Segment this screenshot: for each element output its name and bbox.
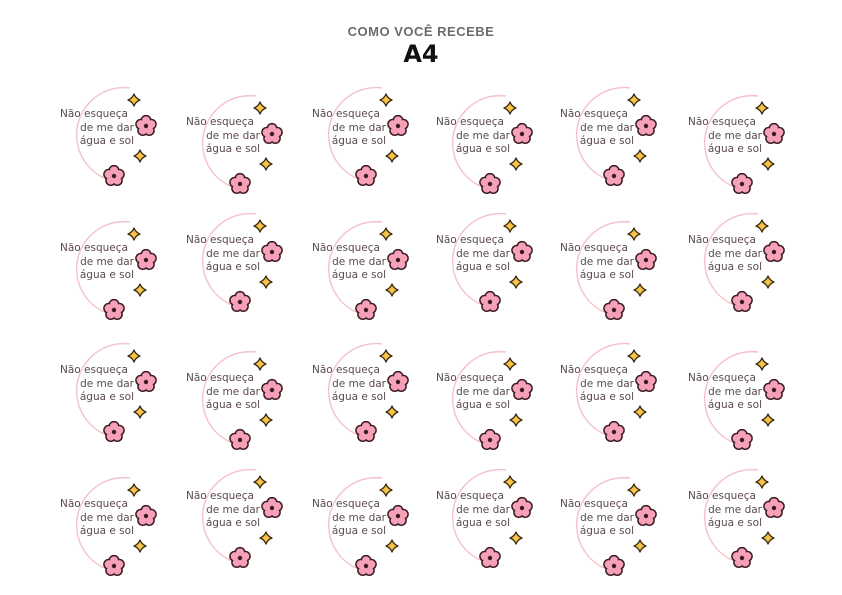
sparkle-icon [628,94,640,106]
message-line: água e sol [331,391,386,403]
sticker-message [186,490,260,531]
message-line: de me dar [332,121,386,134]
sparkle-icon [510,158,522,170]
message-line: água e sol [455,517,510,529]
flower-icon [136,116,156,136]
sticker-message [312,242,386,283]
sticker [182,340,294,452]
sparkle-icon [504,220,516,232]
flower-icon [512,380,532,400]
message-line: água e sol [579,391,634,403]
sparkle-icon [762,158,774,170]
message-line: de me dar [80,255,134,268]
sparkle-icon [134,540,146,552]
sparkle-icon [504,476,516,488]
sparkle-icon [380,350,392,362]
sparkle-icon [510,414,522,426]
sticker [56,466,168,578]
message-line: de me dar [206,247,260,260]
sparkle-icon [254,358,266,370]
message-line: água e sol [455,399,510,411]
message-line: água e sol [455,261,510,273]
flower-icon [104,556,124,576]
message-line: Não esqueça [560,498,628,510]
flower-icon [262,498,282,518]
sticker [308,340,420,452]
flower-icon [480,174,500,194]
flower-icon [230,174,250,194]
sticker-message [560,108,634,149]
flower-icon [512,242,532,262]
flower-icon [480,430,500,450]
message-line: água e sol [331,135,386,147]
message-line: água e sol [79,135,134,147]
sticker-message [688,372,762,413]
sparkle-icon [128,228,140,240]
flower-icon [512,124,532,144]
sparkle-icon [634,284,646,296]
message-line: Não esqueça [60,242,128,254]
flower-icon [636,372,656,392]
message-line: Não esqueça [312,108,380,120]
subtitle: COMO VOCÊ RECEBE [347,24,495,39]
message-line: Não esqueça [436,372,504,384]
sticker-message [60,108,134,149]
sparkle-icon [386,406,398,418]
sticker [684,466,796,578]
sparkle-icon [504,102,516,114]
flower-icon [604,422,624,442]
message-line: água e sol [205,143,260,155]
sticker-message [436,116,510,157]
flower-icon [356,556,376,576]
sticker [56,84,168,196]
flower-icon [764,380,784,400]
flower-icon [388,372,408,392]
message-line: água e sol [331,525,386,537]
sparkle-icon [380,94,392,106]
sticker-message [688,116,762,157]
message-line: Não esqueça [560,364,628,376]
sticker [308,84,420,196]
message-line: Não esqueça [60,364,128,376]
flower-icon [732,548,752,568]
sticker-message [688,490,762,531]
message-line: de me dar [456,129,510,142]
sparkle-icon [634,150,646,162]
sparkle-icon [756,102,768,114]
flower-icon [388,250,408,270]
page-title: A4 [403,40,439,68]
message-line: água e sol [455,143,510,155]
flower-icon [104,422,124,442]
flower-icon [604,300,624,320]
message-line: de me dar [80,377,134,390]
flower-icon [262,124,282,144]
message-line: água e sol [331,269,386,281]
flower-icon [230,430,250,450]
flower-icon [764,124,784,144]
sparkle-icon [380,484,392,496]
message-line: água e sol [205,399,260,411]
sticker-message [312,108,386,149]
sparkle-icon [254,102,266,114]
flower-icon [262,242,282,262]
flower-icon [604,166,624,186]
sparkle-icon [386,284,398,296]
sticker-message [688,234,762,275]
sticker [182,210,294,322]
sparkle-icon [134,150,146,162]
sticker [182,466,294,578]
sticker-message [436,234,510,275]
message-line: Não esqueça [688,490,756,502]
sparkle-icon [260,158,272,170]
message-line: de me dar [708,247,762,260]
sparkle-icon [510,276,522,288]
message-line: água e sol [579,269,634,281]
message-line: água e sol [205,261,260,273]
flower-icon [104,300,124,320]
message-line: de me dar [456,503,510,516]
sparkle-icon [134,406,146,418]
sticker-message [60,242,134,283]
message-line: água e sol [707,399,762,411]
sticker-message [436,372,510,413]
message-line: água e sol [579,525,634,537]
sticker [432,340,544,452]
message-line: de me dar [80,121,134,134]
sparkle-icon [504,358,516,370]
message-line: Não esqueça [688,234,756,246]
flower-icon [136,250,156,270]
sticker-message [560,364,634,405]
sticker-message [560,242,634,283]
sticker [556,466,668,578]
sparkle-icon [254,220,266,232]
message-line: de me dar [708,503,762,516]
message-line: água e sol [79,391,134,403]
message-line: água e sol [79,525,134,537]
sticker-message [436,490,510,531]
flower-icon [388,116,408,136]
message-line: Não esqueça [560,242,628,254]
sparkle-icon [380,228,392,240]
message-line: água e sol [205,517,260,529]
sparkle-icon [254,476,266,488]
message-line: água e sol [79,269,134,281]
sticker [556,84,668,196]
message-line: de me dar [456,385,510,398]
sparkle-icon [386,540,398,552]
message-line: água e sol [707,143,762,155]
message-line: Não esqueça [688,372,756,384]
sparkle-icon [762,532,774,544]
message-line: de me dar [708,385,762,398]
message-line: água e sol [579,135,634,147]
flower-icon [356,422,376,442]
flower-icon [636,506,656,526]
flower-icon [604,556,624,576]
sparkle-icon [756,358,768,370]
message-line: Não esqueça [186,116,254,128]
flower-icon [262,380,282,400]
flower-icon [136,506,156,526]
message-line: de me dar [206,503,260,516]
flower-icon [356,300,376,320]
sticker [684,340,796,452]
message-line: de me dar [206,385,260,398]
sparkle-icon [128,94,140,106]
flower-icon [732,174,752,194]
sticker-message [60,498,134,539]
message-line: de me dar [708,129,762,142]
flower-icon [764,498,784,518]
message-line: Não esqueça [436,490,504,502]
message-line: de me dar [580,255,634,268]
message-line: de me dar [456,247,510,260]
sparkle-icon [128,484,140,496]
sparkle-icon [128,350,140,362]
sticker [684,210,796,322]
message-line: Não esqueça [60,498,128,510]
flower-icon [732,292,752,312]
message-line: Não esqueça [560,108,628,120]
flower-icon [356,166,376,186]
sticker [308,466,420,578]
sparkle-icon [260,414,272,426]
flower-icon [512,498,532,518]
sparkle-icon [510,532,522,544]
sticker-message [312,498,386,539]
message-line: Não esqueça [60,108,128,120]
message-line: Não esqueça [688,116,756,128]
message-line: de me dar [80,511,134,524]
flower-icon [764,242,784,262]
sparkle-icon [762,414,774,426]
message-line: de me dar [580,511,634,524]
message-line: de me dar [332,511,386,524]
message-line: Não esqueça [312,498,380,510]
message-line: água e sol [707,517,762,529]
sparkle-icon [260,276,272,288]
message-line: de me dar [580,121,634,134]
flower-icon [480,548,500,568]
flower-icon [636,250,656,270]
sticker [556,210,668,322]
message-line: Não esqueça [312,364,380,376]
flower-icon [136,372,156,392]
sticker [432,210,544,322]
sparkle-icon [762,276,774,288]
flower-icon [732,430,752,450]
message-line: água e sol [707,261,762,273]
sticker-message [186,372,260,413]
flower-icon [230,292,250,312]
sticker [556,340,668,452]
sparkle-icon [756,220,768,232]
message-line: Não esqueça [186,490,254,502]
sticker-message [60,364,134,405]
sticker [56,340,168,452]
flower-icon [480,292,500,312]
flower-icon [104,166,124,186]
flower-icon [636,116,656,136]
sparkle-icon [628,350,640,362]
sticker [56,210,168,322]
sticker [684,84,796,196]
flower-icon [230,548,250,568]
flower-icon [388,506,408,526]
sparkle-icon [628,228,640,240]
sparkle-icon [756,476,768,488]
message-line: de me dar [332,377,386,390]
message-line: Não esqueça [186,372,254,384]
sparkle-icon [260,532,272,544]
sticker [432,84,544,196]
sticker-message [186,234,260,275]
message-line: Não esqueça [436,234,504,246]
sticker-message [312,364,386,405]
sparkle-icon [134,284,146,296]
sticker [182,84,294,196]
message-line: Não esqueça [436,116,504,128]
message-line: de me dar [206,129,260,142]
sparkle-icon [634,406,646,418]
message-line: de me dar [332,255,386,268]
sparkle-icon [386,150,398,162]
sticker [432,466,544,578]
message-line: de me dar [580,377,634,390]
message-line: Não esqueça [186,234,254,246]
sticker-message [186,116,260,157]
sparkle-icon [634,540,646,552]
sticker [308,210,420,322]
message-line: Não esqueça [312,242,380,254]
sticker-message [560,498,634,539]
sparkle-icon [628,484,640,496]
